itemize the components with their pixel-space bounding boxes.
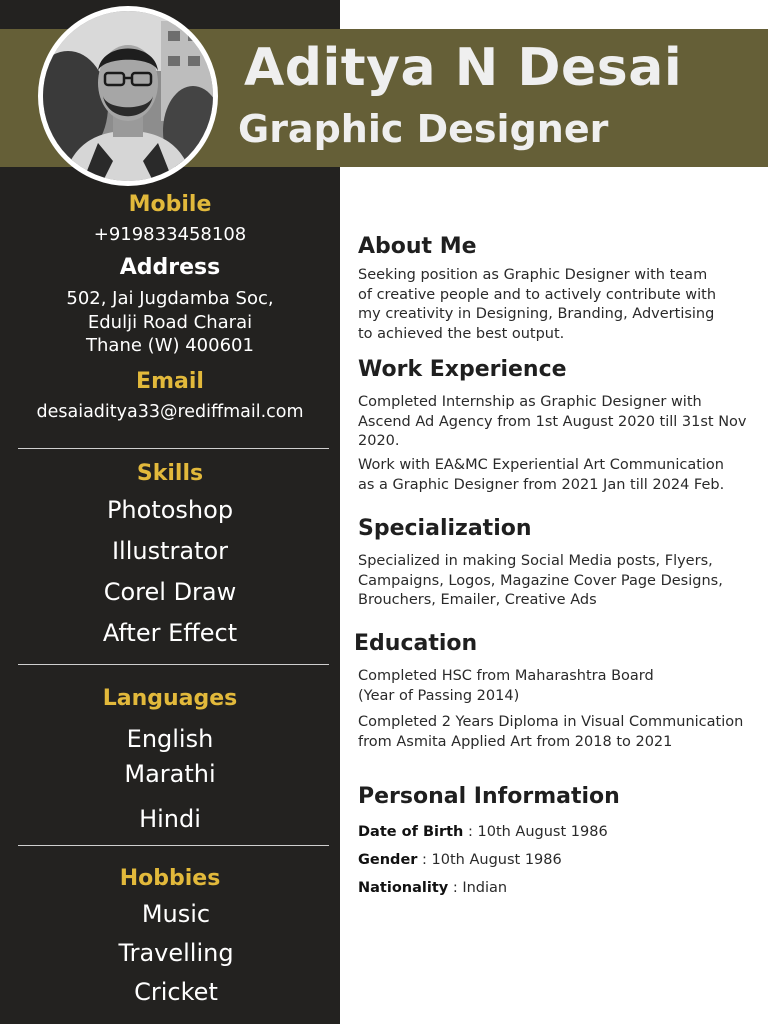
address-line: Edulji Road Charai <box>87 311 253 333</box>
edu-line: Completed 2 Years Diploma in Visual Communication <box>358 714 744 730</box>
dob-value: : 10th August 1986 <box>463 824 608 840</box>
language-item: Marathi <box>124 760 216 788</box>
work-line: as a Graphic Designer from 2021 Jan till 2024 Feb. <box>358 476 725 493</box>
education-item <box>358 667 758 706</box>
edu-line: from Asmita Applied Art from 2018 to 2021 <box>358 733 673 750</box>
about-line: to achieved the best output. <box>358 325 565 342</box>
hobby-item: Travelling <box>118 939 234 967</box>
education-heading: Education <box>354 631 478 656</box>
gender-value: : 10th August 1986 <box>417 852 562 868</box>
nationality-value: : Indian <box>448 880 508 896</box>
work-item <box>358 456 758 495</box>
skills-label: Skills <box>136 461 204 486</box>
hobby-item: Cricket <box>134 978 218 1006</box>
personal-info <box>358 818 608 902</box>
dob-row <box>358 818 608 846</box>
about-heading: About Me <box>358 234 477 259</box>
work-line: Completed Internship as Graphic Designer with <box>358 394 702 410</box>
skill-item: Photoshop <box>106 496 234 524</box>
email-value: desaiaditya33@rediffmail.com <box>36 402 304 422</box>
edu-line: (Year of Passing 2014) <box>358 687 520 704</box>
specialization-text <box>358 552 758 611</box>
edu-line: Completed HSC from Maharashtra Board <box>358 668 654 684</box>
language-item: English <box>126 725 214 753</box>
about-line: Seeking position as Graphic Designer with team <box>358 267 708 283</box>
sidebar-divider <box>18 845 329 846</box>
spec-line: Brouchers, Emailer, Creative Ads <box>358 592 597 608</box>
work-heading: Work Experience <box>358 357 567 382</box>
profile-photo <box>38 6 218 186</box>
mobile-label: Mobile <box>128 192 212 217</box>
language-item: Hindi <box>139 805 201 833</box>
address-line: 502, Jai Jugdamba Soc, <box>66 288 274 309</box>
dob-label: Date of Birth <box>358 824 464 840</box>
education-item <box>358 713 758 752</box>
profile-photo-icon <box>43 11 213 181</box>
hobbies-list <box>6 895 346 1012</box>
spec-line: Specialized in making Social Media posts, Flyers, <box>358 553 713 569</box>
mobile-value: +919833458108 <box>93 224 247 245</box>
work-line: Work with EA&MC Experiential Art Communication <box>358 457 724 473</box>
languages-label: Languages <box>102 686 238 711</box>
hobby-item: Music <box>141 900 211 928</box>
skills-list <box>0 490 340 654</box>
hobbies-label: Hobbies <box>119 866 221 891</box>
skill-item: After Effect <box>102 619 238 647</box>
work-item <box>358 393 758 452</box>
work-line: 2020. <box>358 433 400 449</box>
nationality-row <box>358 874 608 902</box>
sidebar-divider <box>18 448 329 449</box>
specialization-heading: Specialization <box>358 516 532 541</box>
nationality-label: Nationality <box>358 880 449 896</box>
skill-item: Corel Draw <box>103 578 237 606</box>
address-value <box>0 287 340 358</box>
job-title: Graphic Designer <box>238 107 609 151</box>
about-line: my creativity in Designing, Branding, Advertising <box>358 306 715 322</box>
about-line: of creative people and to actively contribute with <box>358 286 717 303</box>
personal-heading: Personal Information <box>358 784 620 809</box>
spec-line: Campaigns, Logos, Magazine Cover Page Designs, <box>358 572 723 589</box>
gender-label: Gender <box>358 852 418 868</box>
address-label: Address <box>119 255 221 280</box>
work-line: Ascend Ad Agency from 1st August 2020 till 31st Nov <box>358 413 747 430</box>
email-label: Email <box>136 369 204 394</box>
person-name: Aditya N Desai <box>244 38 683 98</box>
gender-row <box>358 846 608 874</box>
sidebar-divider <box>18 664 329 665</box>
address-line: Thane (W) 400601 <box>86 335 254 356</box>
skill-item: Illustrator <box>111 537 229 565</box>
about-text <box>358 266 758 344</box>
